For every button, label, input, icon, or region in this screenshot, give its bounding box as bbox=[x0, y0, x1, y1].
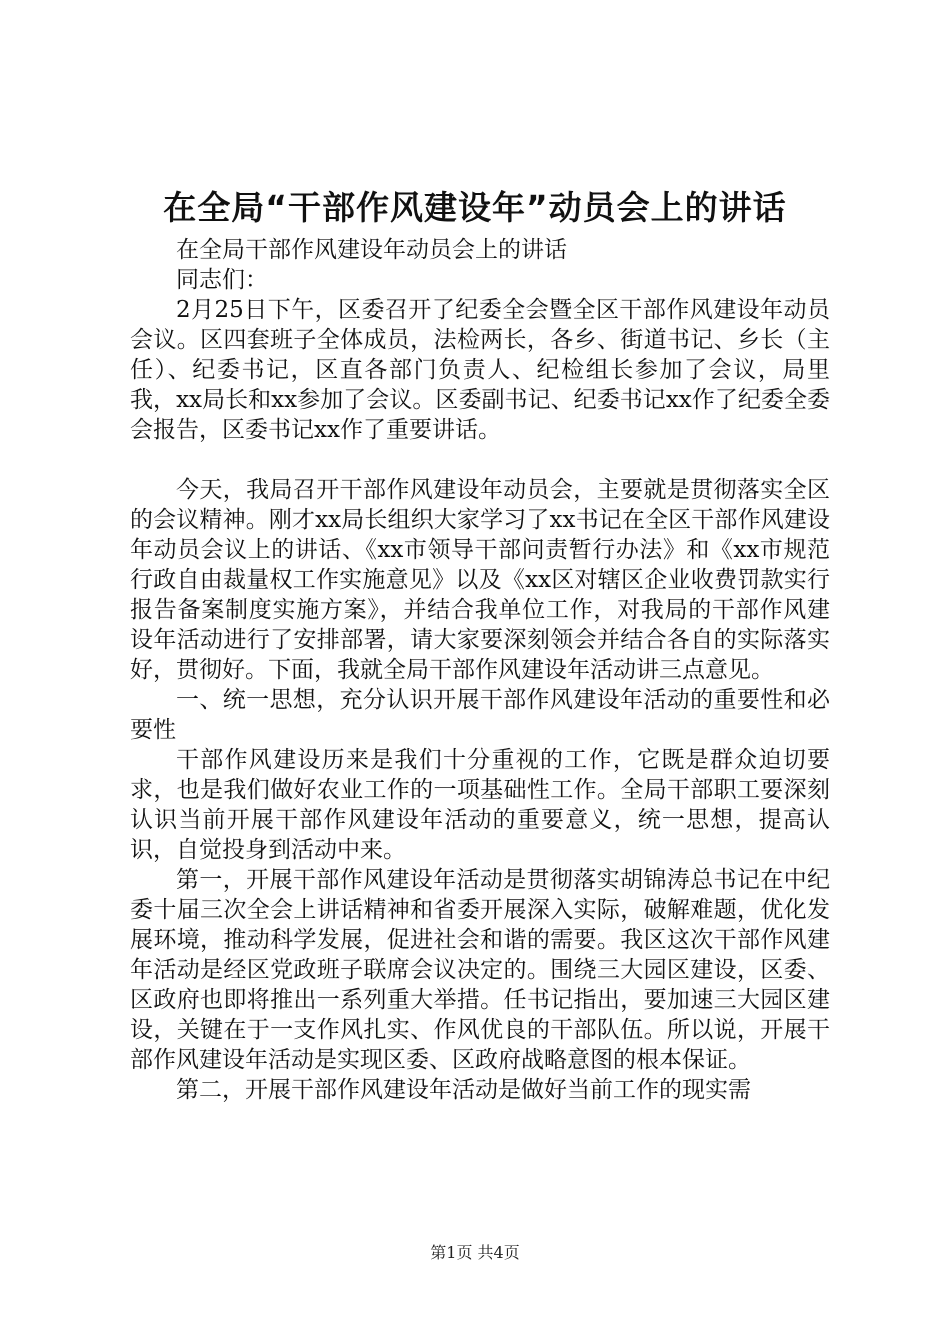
subtitle-paragraph: 在全局干部作风建设年动员会上的讲话 bbox=[176, 237, 567, 263]
page-footer: 第1页 共4页 bbox=[430, 1243, 520, 1262]
body-paragraph: 今天，我局召开干部作风建设年动员会，主要就是贯彻落实全区的会议精神。刚才xx局长组织大家学习了xx书记在全区干部作风建设年动员会议上的讲话、《xx市领导干部问责暂行办法》和《xx市规范行政自由裁量权工作实施意见》以及《xx区对辖区企业收费罚款实行报告备案制度实施方案》，并结合我单位工作，对我局的干部作风建设年活动进行了安排部署，请大家要深刻领会并结合各自的实际落实好，贯彻好。下面，我就全局干部作风建设年活动讲三点意见。 bbox=[130, 477, 830, 683]
body-paragraph: 干部作风建设历来是我们十分重视的工作，它既是群众迫切要求，也是我们做好农业工作的一项基础性工作。全局干部职工要深刻认识当前开展干部作风建设年活动的重要意义，统一思想，提高认识，自觉投身到活动中来。 bbox=[130, 747, 830, 863]
document-body bbox=[130, 235, 830, 1105]
document-title: 在全局“干部作风建设年”动员会上的讲话 bbox=[163, 188, 787, 227]
body-paragraph: 2月25日下午，区委召开了纪委全会暨全区干部作风建设年动员会议。区四套班子全体成员，法检两长，各乡、街道书记、乡长（主任）、纪委书记，区直各部门负责人、纪检组长参加了会议，局里我，xx局长和xx参加了会议。区委副书记、纪委书记xx作了纪委全委会报告，区委书记xx作了重要讲话。 bbox=[130, 297, 830, 443]
body-paragraph: 第二，开展干部作风建设年活动是做好当前工作的现实需 bbox=[176, 1077, 751, 1103]
section-heading: 一、统一思想，充分认识开展干部作风建设年活动的重要性和必要性 bbox=[130, 687, 830, 743]
salutation-paragraph: 同志们： bbox=[176, 267, 268, 293]
body-paragraph: 第一，开展干部作风建设年活动是贯彻落实胡锦涛总书记在中纪委十届三次全会上讲话精神和省委开展深入实际，破解难题，优化发展环境，推动科学发展，促进社会和谐的需要。我区这次干部作风建年活动是经区党政班子联席会议决定的。围绕三大园区建设，区委、区政府也即将推出一系列重大举措。任书记指出，要加速三大园区建设，关键在于一支作风扎实、作风优良的干部队伍。所以说，开展干部作风建设年活动是实现区委、区政府战略意图的根本保证。 bbox=[130, 867, 830, 1073]
